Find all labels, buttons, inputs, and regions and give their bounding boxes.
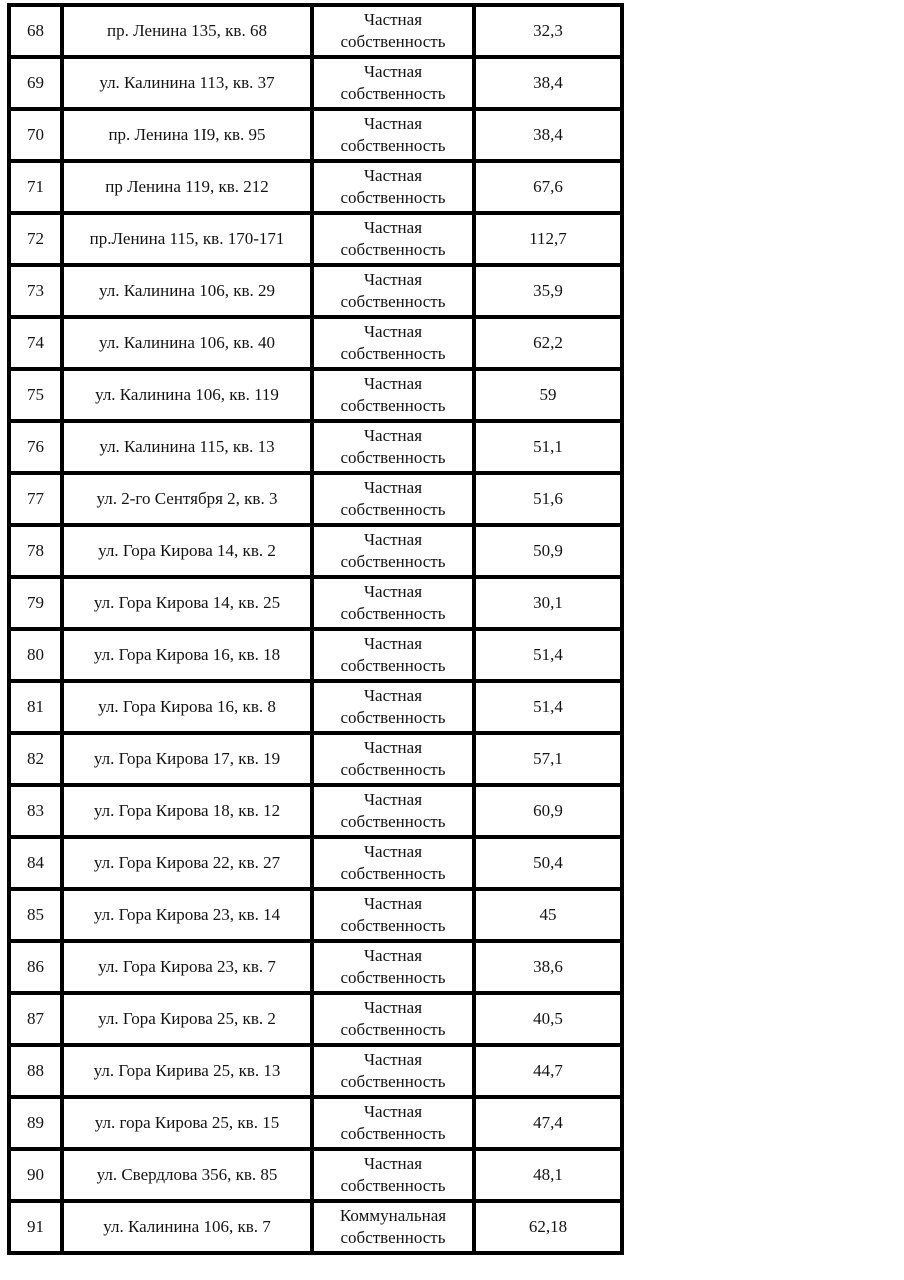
table-row <box>9 1045 622 1097</box>
cell-area: 38,4 <box>474 109 622 161</box>
cell-ownership: Частная собственность <box>312 473 474 525</box>
cell-number: 73 <box>9 265 62 317</box>
cell-area: 51,6 <box>474 473 622 525</box>
property-table <box>7 3 624 1255</box>
cell-area: 38,4 <box>474 57 622 109</box>
cell-number: 68 <box>9 5 62 57</box>
cell-address: ул. Свердлова 356, кв. 85 <box>62 1149 312 1201</box>
table-row <box>9 1149 622 1201</box>
cell-ownership: Частная собственность <box>312 369 474 421</box>
cell-ownership: Частная собственность <box>312 889 474 941</box>
cell-ownership: Частная собственность <box>312 5 474 57</box>
cell-ownership: Частная собственность <box>312 733 474 785</box>
cell-ownership: Частная собственность <box>312 941 474 993</box>
table-row <box>9 837 622 889</box>
cell-area: 51,4 <box>474 629 622 681</box>
cell-address: ул. Калинина 106, кв. 119 <box>62 369 312 421</box>
table-row <box>9 1201 622 1253</box>
cell-number: 70 <box>9 109 62 161</box>
cell-ownership: Частная собственность <box>312 785 474 837</box>
cell-address: ул. Гора Кирова 14, кв. 25 <box>62 577 312 629</box>
cell-ownership: Частная собственность <box>312 161 474 213</box>
cell-area: 48,1 <box>474 1149 622 1201</box>
table-row <box>9 681 622 733</box>
cell-address: ул. Калинина 106, кв. 7 <box>62 1201 312 1253</box>
table-row <box>9 161 622 213</box>
cell-number: 84 <box>9 837 62 889</box>
cell-area: 51,4 <box>474 681 622 733</box>
cell-area: 67,6 <box>474 161 622 213</box>
table-row <box>9 1097 622 1149</box>
cell-address: ул. Калинина 106, кв. 29 <box>62 265 312 317</box>
cell-area: 50,9 <box>474 525 622 577</box>
cell-number: 72 <box>9 213 62 265</box>
cell-ownership: Частная собственность <box>312 681 474 733</box>
cell-number: 88 <box>9 1045 62 1097</box>
cell-address: ул. гора Кирова 25, кв. 15 <box>62 1097 312 1149</box>
cell-ownership: Частная собственность <box>312 1097 474 1149</box>
table-row <box>9 5 622 57</box>
cell-number: 91 <box>9 1201 62 1253</box>
cell-ownership: Частная собственность <box>312 57 474 109</box>
table-row <box>9 213 622 265</box>
cell-area: 32,3 <box>474 5 622 57</box>
cell-ownership: Частная собственность <box>312 213 474 265</box>
table-row <box>9 317 622 369</box>
cell-area: 112,7 <box>474 213 622 265</box>
cell-ownership: Коммунальная собственность <box>312 1201 474 1253</box>
table-row <box>9 889 622 941</box>
cell-number: 71 <box>9 161 62 213</box>
cell-address: ул. Гора Кирива 25, кв. 13 <box>62 1045 312 1097</box>
cell-area: 62,18 <box>474 1201 622 1253</box>
cell-address: ул. Гора Кирова 18, кв. 12 <box>62 785 312 837</box>
cell-area: 51,1 <box>474 421 622 473</box>
table-row <box>9 577 622 629</box>
cell-address: ул. Гора Кирова 25, кв. 2 <box>62 993 312 1045</box>
table-row <box>9 941 622 993</box>
table-row <box>9 421 622 473</box>
cell-area: 45 <box>474 889 622 941</box>
table-row <box>9 993 622 1045</box>
cell-area: 47,4 <box>474 1097 622 1149</box>
cell-area: 35,9 <box>474 265 622 317</box>
table-row <box>9 629 622 681</box>
cell-number: 76 <box>9 421 62 473</box>
cell-area: 57,1 <box>474 733 622 785</box>
cell-number: 79 <box>9 577 62 629</box>
cell-number: 75 <box>9 369 62 421</box>
cell-address: пр Ленина 119, кв. 212 <box>62 161 312 213</box>
cell-ownership: Частная собственность <box>312 1045 474 1097</box>
cell-area: 38,6 <box>474 941 622 993</box>
table-row <box>9 733 622 785</box>
cell-area: 50,4 <box>474 837 622 889</box>
cell-address: ул. Калинина 113, кв. 37 <box>62 57 312 109</box>
cell-address: ул. Гора Кирова 14, кв. 2 <box>62 525 312 577</box>
cell-address: ул. Гора Кирова 23, кв. 14 <box>62 889 312 941</box>
cell-ownership: Частная собственность <box>312 317 474 369</box>
cell-ownership: Частная собственность <box>312 577 474 629</box>
cell-area: 59 <box>474 369 622 421</box>
cell-number: 80 <box>9 629 62 681</box>
cell-address: ул. Гора Кирова 22, кв. 27 <box>62 837 312 889</box>
table-row <box>9 785 622 837</box>
cell-ownership: Частная собственность <box>312 1149 474 1201</box>
cell-address: ул. Гора Кирова 16, кв. 8 <box>62 681 312 733</box>
cell-ownership: Частная собственность <box>312 993 474 1045</box>
cell-number: 85 <box>9 889 62 941</box>
cell-ownership: Частная собственность <box>312 265 474 317</box>
cell-number: 77 <box>9 473 62 525</box>
cell-area: 62,2 <box>474 317 622 369</box>
table-row <box>9 369 622 421</box>
cell-area: 60,9 <box>474 785 622 837</box>
table-row <box>9 109 622 161</box>
cell-address: ул. Гора Кирова 16, кв. 18 <box>62 629 312 681</box>
cell-ownership: Частная собственность <box>312 837 474 889</box>
cell-address: ул. Гора Кирова 17, кв. 19 <box>62 733 312 785</box>
cell-area: 30,1 <box>474 577 622 629</box>
cell-ownership: Частная собственность <box>312 421 474 473</box>
table-row <box>9 525 622 577</box>
cell-number: 69 <box>9 57 62 109</box>
cell-address: ул. Гора Кирова 23, кв. 7 <box>62 941 312 993</box>
cell-number: 86 <box>9 941 62 993</box>
cell-area: 44,7 <box>474 1045 622 1097</box>
cell-address: ул. Калинина 106, кв. 40 <box>62 317 312 369</box>
table-row <box>9 473 622 525</box>
cell-address: пр.Ленина 115, кв. 170-171 <box>62 213 312 265</box>
cell-address: ул. 2-го Сентября 2, кв. 3 <box>62 473 312 525</box>
table-body <box>9 5 622 1253</box>
cell-number: 83 <box>9 785 62 837</box>
cell-number: 78 <box>9 525 62 577</box>
cell-ownership: Частная собственность <box>312 629 474 681</box>
cell-number: 81 <box>9 681 62 733</box>
cell-number: 89 <box>9 1097 62 1149</box>
cell-ownership: Частная собственность <box>312 109 474 161</box>
cell-area: 40,5 <box>474 993 622 1045</box>
cell-number: 90 <box>9 1149 62 1201</box>
cell-address: пр. Ленина 1I9, кв. 95 <box>62 109 312 161</box>
cell-number: 74 <box>9 317 62 369</box>
cell-address: пр. Ленина 135, кв. 68 <box>62 5 312 57</box>
cell-number: 87 <box>9 993 62 1045</box>
cell-number: 82 <box>9 733 62 785</box>
cell-ownership: Частная собственность <box>312 525 474 577</box>
table-row <box>9 57 622 109</box>
cell-address: ул. Калинина 115, кв. 13 <box>62 421 312 473</box>
table-row <box>9 265 622 317</box>
